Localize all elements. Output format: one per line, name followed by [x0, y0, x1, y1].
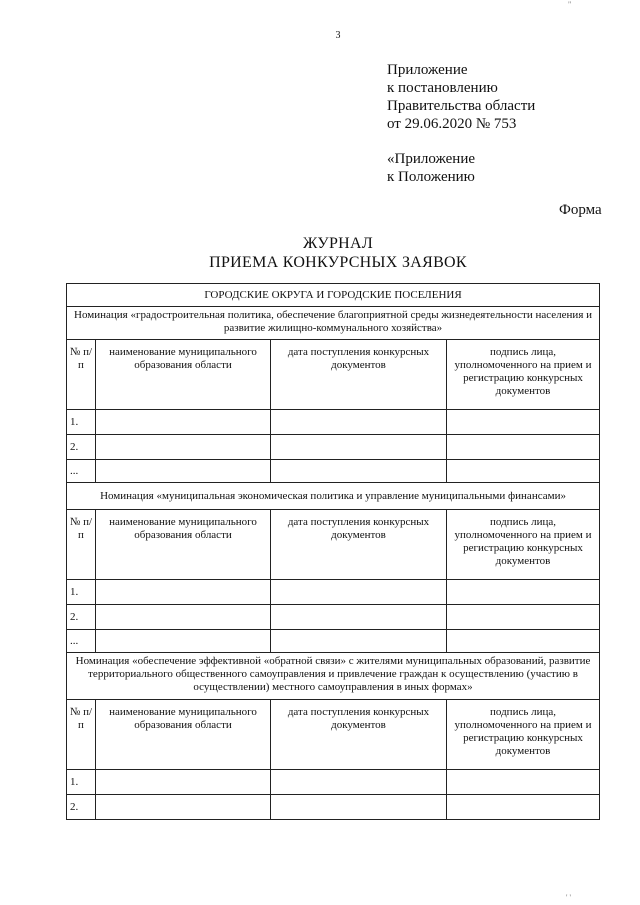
cell-municipality[interactable]: [96, 605, 271, 630]
nomination-row: [67, 653, 600, 700]
cell-municipality[interactable]: [96, 460, 271, 483]
page-number: 3: [335, 30, 341, 41]
document-subtitle: ПРИЕМА КОНКУРСНЫХ ЗАЯВОК: [209, 254, 467, 271]
col-header-signature: подпись лица, уполномоченного на прием и регистрацию конкурсных документов: [447, 340, 600, 410]
row-number: 1.: [67, 410, 96, 435]
cell-signature[interactable]: [447, 795, 600, 820]
cell-signature[interactable]: [447, 435, 600, 460]
corner-mark-bottom: ' ': [566, 893, 571, 902]
col-header-number: № п/п: [67, 700, 96, 770]
col-header-number: № п/п: [67, 510, 96, 580]
cell-date[interactable]: [271, 605, 447, 630]
annex-line-4: от 29.06.2020 № 753: [387, 116, 517, 132]
registration-journal-table: [66, 283, 600, 820]
row-number: 1.: [67, 580, 96, 605]
cell-municipality[interactable]: [96, 580, 271, 605]
col-header-signature: подпись лица, уполномоченного на прием и регистрацию конкурсных документов: [447, 700, 600, 770]
cell-date[interactable]: [271, 795, 447, 820]
annex-line-1: Приложение: [387, 62, 468, 78]
nomination-row: [67, 307, 600, 340]
cell-signature[interactable]: [447, 770, 600, 795]
nomination-title: Номинация «обеспечение эффективной «обратной связи» с жителями муниципальных образований, развитие территориального общественного самоуправления и привлечение граждан к осуществлению (участию в осуществлении) местного самоуправления в иных формах»: [67, 653, 600, 700]
col-header-date: дата поступления конкурсных документов: [271, 700, 447, 770]
cell-municipality[interactable]: [96, 410, 271, 435]
cell-date[interactable]: [271, 435, 447, 460]
cell-municipality[interactable]: [96, 630, 271, 653]
cell-signature[interactable]: [447, 605, 600, 630]
document-title: ЖУРНАЛ: [302, 235, 374, 252]
cell-signature[interactable]: [447, 410, 600, 435]
column-header-row: [67, 340, 600, 410]
col-header-date: дата поступления конкурсных документов: [271, 510, 447, 580]
col-header-number: № п/п: [67, 340, 96, 410]
col-header-municipality: наименование муниципального образования области: [96, 510, 271, 580]
table-row: [67, 770, 600, 795]
row-number: 2.: [67, 795, 96, 820]
nomination-title: Номинация «муниципальная экономическая политика и управление муниципальными финансами»: [67, 483, 600, 510]
cell-date[interactable]: [271, 770, 447, 795]
row-number: 2.: [67, 605, 96, 630]
corner-mark-top: ": [568, 0, 572, 9]
cell-date[interactable]: [271, 410, 447, 435]
table-row: [67, 435, 600, 460]
annex-line-2: к постановлению: [387, 80, 498, 96]
cell-signature[interactable]: [447, 630, 600, 653]
cell-municipality[interactable]: [96, 435, 271, 460]
form-label: Форма: [559, 202, 602, 218]
row-number: ...: [67, 460, 96, 483]
table-row: [67, 630, 600, 653]
row-number: 2.: [67, 435, 96, 460]
annex-line-3: Правительства области: [387, 98, 536, 114]
column-header-row: [67, 700, 600, 770]
table-row: [67, 460, 600, 483]
group-header: ГОРОДСКИЕ ОКРУГА И ГОРОДСКИЕ ПОСЕЛЕНИЯ: [67, 284, 600, 307]
cell-date[interactable]: [271, 580, 447, 605]
cell-municipality[interactable]: [96, 770, 271, 795]
row-number: 1.: [67, 770, 96, 795]
table-row: [67, 605, 600, 630]
col-header-municipality: наименование муниципального образования области: [96, 700, 271, 770]
cell-municipality[interactable]: [96, 795, 271, 820]
group-header-row: [67, 284, 600, 307]
table-row: [67, 795, 600, 820]
annex-sub-line-1: «Приложение: [387, 151, 476, 167]
cell-signature[interactable]: [447, 460, 600, 483]
column-header-row: [67, 510, 600, 580]
cell-date[interactable]: [271, 630, 447, 653]
annex-sub-line-2: к Положению: [387, 169, 475, 185]
col-header-municipality: наименование муниципального образования области: [96, 340, 271, 410]
nomination-row: [67, 483, 600, 510]
cell-signature[interactable]: [447, 580, 600, 605]
row-number: ...: [67, 630, 96, 653]
cell-date[interactable]: [271, 460, 447, 483]
nomination-title: Номинация «градостроительная политика, обеспечение благоприятной среды жизнедеятельности населения и развитие жилищно-коммунального хозяйства»: [67, 307, 600, 340]
table-row: [67, 410, 600, 435]
col-header-date: дата поступления конкурсных документов: [271, 340, 447, 410]
table-row: [67, 580, 600, 605]
col-header-signature: подпись лица, уполномоченного на прием и регистрацию конкурсных документов: [447, 510, 600, 580]
